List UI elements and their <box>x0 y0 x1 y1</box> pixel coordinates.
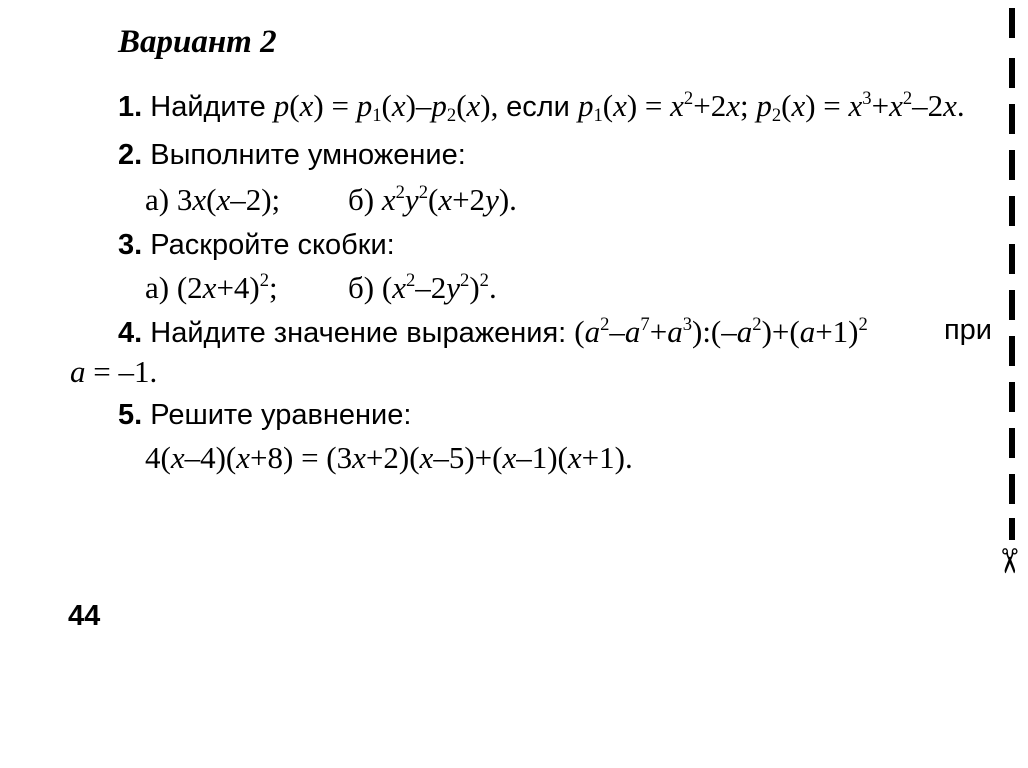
task-1-esli: если <box>506 91 578 123</box>
task-2-part-b: б) $x^2y^2(x+2y)$. <box>348 182 517 217</box>
task-1-number: 1. <box>118 91 143 123</box>
task-4: 4. Найдите значение выражения: $(a^2-a^7+a^3):(-a^2)+(a+1)^2$ при <box>118 314 992 349</box>
task-3-number: 3. <box>118 229 143 261</box>
task-5 <box>118 398 411 430</box>
task-2-text: Выполните умножение: <box>142 139 466 171</box>
task-3 <box>118 228 395 260</box>
task-4-text: Найдите значение выражения: <box>142 317 575 349</box>
task-4-pri: при <box>943 314 992 346</box>
task-2-part-a: а) 3x(x–2); <box>145 182 281 217</box>
task-3-text: Раскройте скобки: <box>142 229 395 261</box>
task-2 <box>118 138 466 170</box>
task-4-line-2: a = –1. <box>70 354 158 389</box>
task-4-number: 4. <box>118 317 143 349</box>
task-5-number: 5. <box>118 399 143 431</box>
cut-line <box>1004 0 1020 590</box>
task-3-part-b: б) $(x^2-2y^2)^2$. <box>348 270 497 305</box>
task-3-part-a: а) $(2x+4)^2$; <box>145 270 278 305</box>
scissors-icon: ✂ <box>988 546 1028 576</box>
variant-title: Вариант 2 <box>118 24 277 60</box>
task-2-number: 2. <box>118 139 143 171</box>
task-1: 1. Найдите $p(x) = p_1(x)-p_2(x)$, если $p_1(x) = x^2+2x$; $p_2(x) = x^3+x^2-2x$. <box>118 88 965 126</box>
page-number: 44 <box>68 600 101 632</box>
task-5-text: Решите уравнение: <box>142 399 412 431</box>
task-5-equation: 4(x–4)(x+8) = (3x+2)(x–5)+(x–1)(x+1). <box>145 440 633 475</box>
task-1-text: Найдите <box>142 91 274 123</box>
